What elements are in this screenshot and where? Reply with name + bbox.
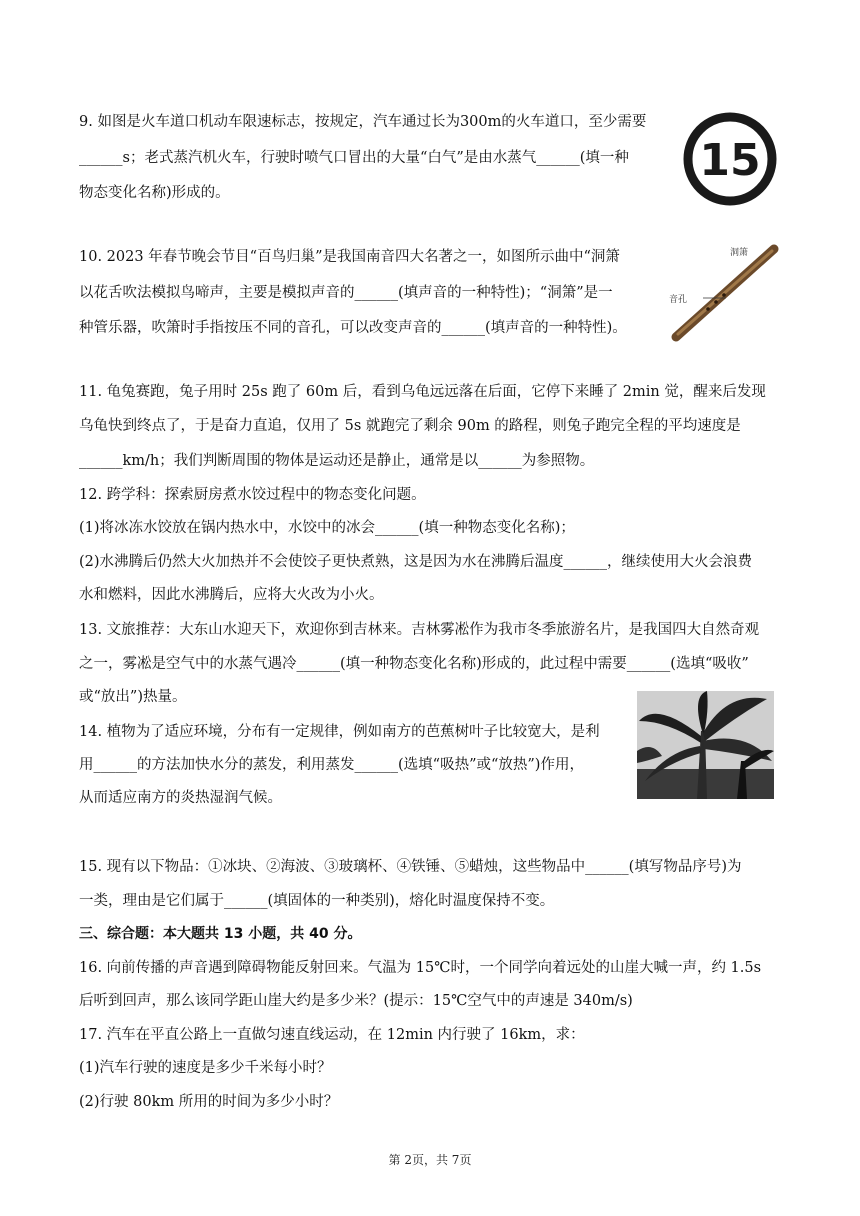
q12-line-4: 水和燃料，因此水沸腾后，应将大火改为小火。	[79, 587, 384, 603]
q10-line-2: 以花舌吹法模拟鸟啼声，主要是模拟声音的______(填声音的一种特性)；“洞箫”是一	[79, 285, 613, 301]
q9-line-3: 物态变化名称)形成的。	[79, 185, 230, 201]
speed-limit-sign-image	[682, 111, 778, 207]
q15-line-2: 一类，理由是它们属于______(填固体的一种类别)，熔化时温度保持不变。	[79, 893, 555, 909]
q10-line-3: 种管乐器，吹箫时手指按压不同的音孔，可以改变声音的______(填声音的一种特性)。	[79, 320, 627, 336]
q12-line-1: 12. 跨学科：探索厨房煮水饺过程中的物态变化问题。	[79, 487, 426, 503]
q15-line-1: 15. 现有以下物品：①冰块、②海波、③玻璃杯、④铁锤、⑤蜡烛，这些物品中______(填写物品序号)为	[79, 859, 742, 875]
flute-label: 洞箫	[730, 248, 749, 258]
q13-line-3: 或“放出”)热量。	[79, 689, 187, 705]
banana-tree-photo	[637, 691, 774, 799]
q14-line-2: 用______的方法加快水分的蒸发，利用蒸发______(选填“吸热”或“放热”)作用，	[79, 757, 584, 773]
section-3-heading: 三、综合题：本大题共 13 小题，共 40 分。	[79, 926, 362, 942]
q17-line-3: (2)行驶 80km 所用的时间为多少小时？	[79, 1094, 339, 1110]
q14-line-3: 从而适应南方的炎热湿润气候。	[79, 790, 282, 806]
finger-hole-label: 音孔	[669, 295, 688, 305]
q13-line-1: 13. 文旅推荐：大东山水迎天下，欢迎你到吉林来。吉林雾凇作为我市冬季旅游名片，是我国四大自然奇观	[79, 622, 760, 638]
q16-line-1: 16. 向前传播的声音遇到障碍物能反射回来。气温为 15℃时，一个同学向着远处的山崖大喊一声，约 1.5s	[79, 960, 762, 976]
q12-line-3: (2)水沸腾后仍然大火加热并不会使饺子更快煮熟，这是因为水在沸腾后温度______，继续使用大火会浪费	[79, 554, 753, 570]
q17-line-2: (1)汽车行驶的速度是多少千米每小时？	[79, 1060, 332, 1076]
q11-line-3: ______km/h；我们判断周围的物体是运动还是静止，通常是以______为参照物。	[79, 453, 595, 469]
q10-line-1: 10. 2023 年春节晚会节目“百鸟归巢”是我国南音四大名著之一，如图所示曲中“洞箫	[79, 249, 620, 265]
q9-line-2: ______s；老式蒸汽机火车，行驶时喷气口冒出的大量“白气”是由水蒸气______(填一种	[79, 150, 629, 166]
q11-line-2: 乌龟快到终点了，于是奋力直追，仅用了 5s 就跑完了剩余 90m 的路程，则兔子跑完全程的平均速度是	[79, 418, 741, 434]
q17-line-1: 17. 汽车在平直公路上一直做匀速直线运动，在 12min 内行驶了 16km，求：	[79, 1027, 585, 1043]
speed-limit-number: 15	[699, 135, 761, 186]
q14-line-1: 14. 植物为了适应环境，分布有一定规律，例如南方的芭蕉树叶子比较宽大，是利	[79, 724, 600, 740]
flute-image	[666, 243, 782, 345]
q13-line-2: 之一，雾凇是空气中的水蒸气遇冷______(填一种物态变化名称)形成的，此过程中需要______(选填“吸收”	[79, 656, 749, 672]
q11-line-1: 11. 龟兔赛跑，兔子用时 25s 跑了 60m 后，看到乌龟远远落在后面，它停下来睡了 2min 觉，醒来后发现	[79, 384, 766, 400]
q9-line-1: 9. 如图是火车道口机动车限速标志，按规定，汽车通过长为300m的火车道口，至少需要	[79, 114, 647, 130]
q16-line-2: 后听到回声，那么该同学距山崖大约是多少米？(提示：15℃空气中的声速是 340m/s)	[79, 993, 633, 1009]
q12-line-2: (1)将冰冻水饺放在锅内热水中，水饺中的冰会______(填一种物态变化名称)；	[79, 520, 575, 536]
page-footer: 第 2页，共 7页	[388, 1153, 472, 1167]
